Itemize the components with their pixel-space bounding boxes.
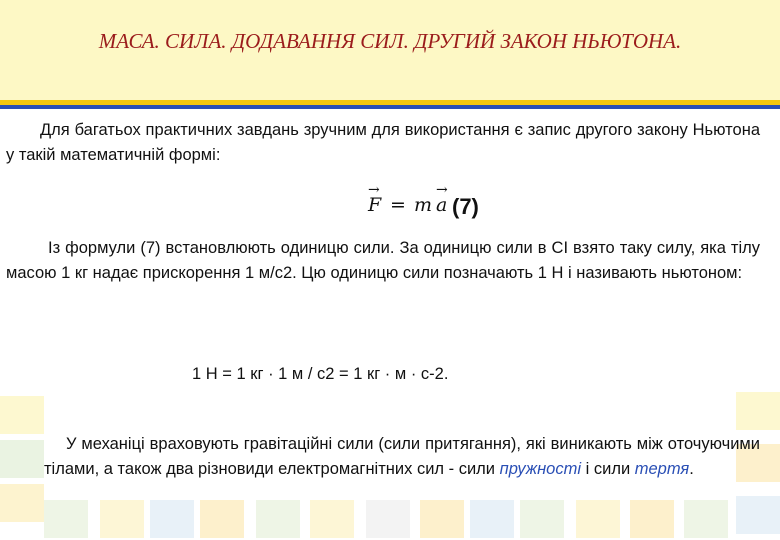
equals-sign: = [390, 194, 406, 216]
unit-definition-paragraph [6, 236, 760, 286]
vector-arrow-icon: → [368, 182, 380, 198]
term-elasticity: пружності [499, 460, 582, 478]
force-symbol: F [368, 194, 382, 216]
slide-title: МАСА. СИЛА. ДОДАВАННЯ СИЛ. ДРУГИЙ ЗАКОН НЬЮТОНА. [98, 29, 682, 53]
unit-definition-text: Із формули (7) встановлюють одиницю сили. За одиницю сили в СІ взято таку силу, яка тілу масою 1 кг надає прискорення 1 м/с2. Цю одиницю сили позначають 1 Н і називають ньютоном: [6, 239, 760, 282]
term-friction: тертя [634, 460, 690, 478]
forces-text-middle: і сили [581, 460, 635, 478]
forces-paragraph [44, 432, 760, 482]
formula-number: (7) [452, 194, 479, 219]
vector-arrow-icon: → [436, 182, 448, 198]
mass-symbol: m [414, 194, 433, 216]
forces-text: У механіці враховують гравітаційні сили (сили притягання), які виникають між оточуючими тілами, а також два різновиди електромагнітних сил - сили [44, 435, 760, 478]
intro-text: Для багатьох практичних завдань зручним для використання є запис другого закону Ньютона у такій математичній формі: [6, 121, 760, 164]
intro-paragraph [6, 118, 760, 168]
forces-text-end: . [689, 460, 694, 478]
acceleration-symbol: a [436, 194, 448, 216]
newton-unit-equation: 1 Н = 1 кг · 1 м / с2 = 1 кг · м · с-2. [192, 365, 449, 383]
